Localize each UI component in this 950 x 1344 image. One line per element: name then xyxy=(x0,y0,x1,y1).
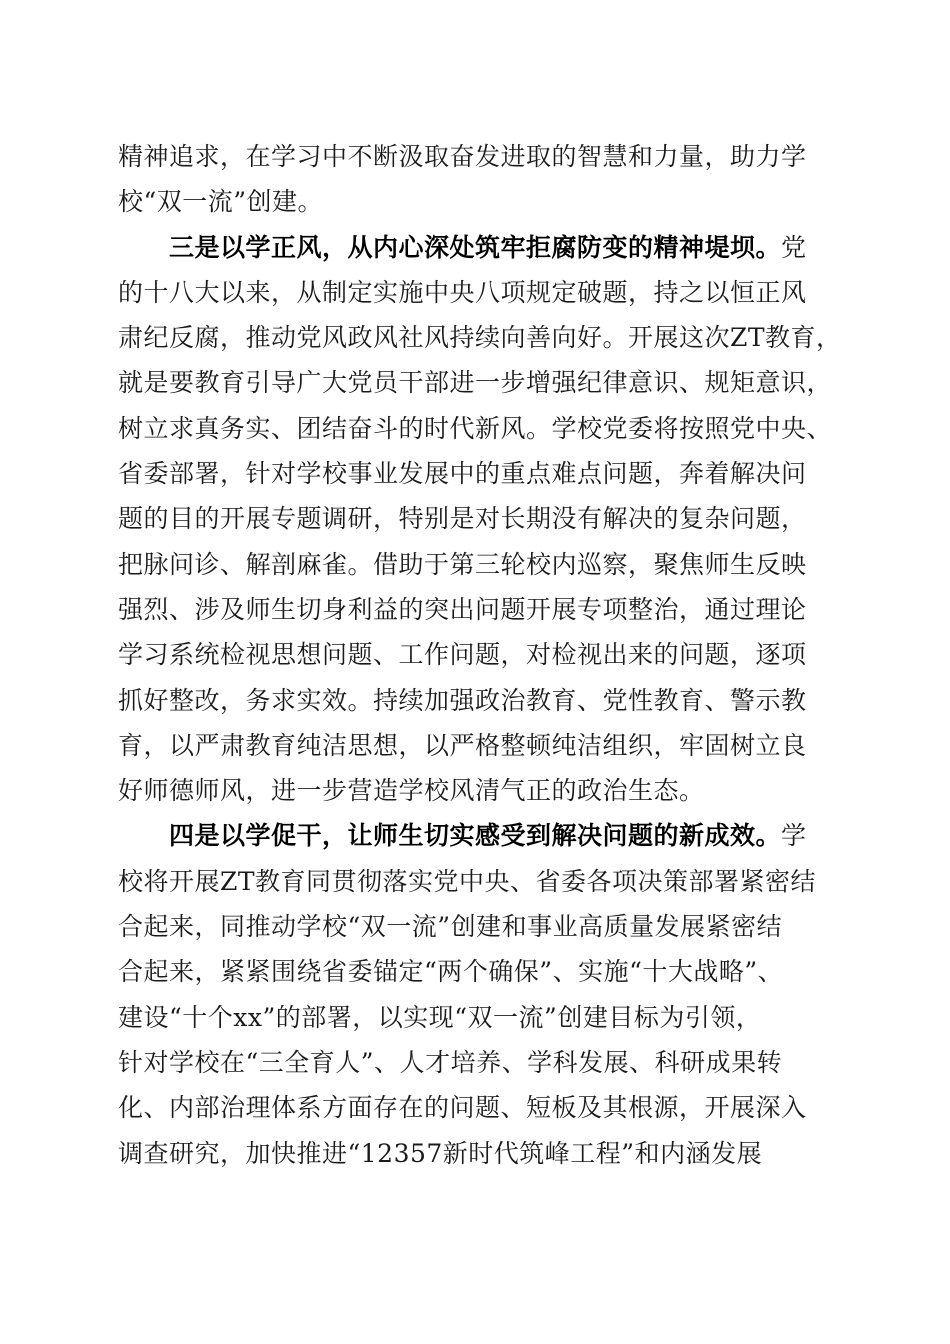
text-line: 肃纪反腐，推动党风政风社风持续向善向好。开展这次ZT教育， xyxy=(118,323,842,353)
text-line: 学习系统检视思想问题、工作问题，对检视出来的问题，逐项 xyxy=(118,640,807,670)
document-body xyxy=(118,134,842,1176)
text-line: 合起来，紧紧围绕省委锚定“两个确保”、实施“十大战略”、 xyxy=(118,957,784,987)
text-line: 好师德师风，进一步营造学校风清气正的政治生态。 xyxy=(118,776,705,806)
text-line: 校将开展ZT教育同贯彻落实党中央、省委各项决策部署紧密结 xyxy=(118,866,817,896)
paragraph-heading: 四是以学促干，让师生切实感受到解决问题的新成效。 xyxy=(169,821,782,851)
text-line: 建设“十个xx”的部署，以实现“双一流”创建目标为引领， xyxy=(118,1002,762,1032)
text-line: 校“双一流”创建。 xyxy=(118,187,324,217)
paragraph-start-line xyxy=(118,225,834,270)
text-line: 育，以严肃教育纯洁思想，以严格整顿纯洁组织，牢固树立良 xyxy=(118,730,807,760)
text-run: 党 xyxy=(781,232,807,262)
text-line: 强烈、涉及师生切身利益的突出问题开展专项整治，通过理论 xyxy=(118,594,807,624)
text-line: 把脉问诊、解剖麻雀。借助于第三轮校内巡察，聚焦师生反映 xyxy=(118,549,807,579)
text-line: 调查研究，加快推进“12357新时代筑峰工程”和内涵发展 xyxy=(118,1138,763,1168)
text-line: 省委部署，针对学校事业发展中的重点难点问题，奔着解决问 xyxy=(118,459,807,489)
text-line: 抓好整改，务求实效。持续加强政治教育、党性教育、警示教 xyxy=(118,685,807,715)
text-line: 树立求真务实、团结奋斗的时代新风。学校党委将按照党中央、 xyxy=(118,413,833,443)
text-line: 合起来，同推动学校“双一流”创建和事业高质量发展紧密结 xyxy=(118,912,783,942)
text-line: 就是要教育引导广大党员干部进一步增强纪律意识、规矩意识， xyxy=(118,368,833,398)
text-line: 的十八大以来，从制定实施中央八项规定破题，持之以恒正风 xyxy=(118,277,807,307)
text-line: 精神追求，在学习中不断汲取奋发进取的智慧和力量，助力学 xyxy=(118,142,807,171)
text-run: 学 xyxy=(781,821,807,851)
text-line: 化、内部治理体系方面存在的问题、短板及其根源，开展深入 xyxy=(118,1093,807,1123)
paragraph-start-line xyxy=(118,813,834,858)
text-line: 题的目的开展专题调研，特别是对长期没有解决的复杂问题， xyxy=(118,504,807,534)
text-line: 针对学校在“三全育人”、人才培养、学科发展、科研成果转 xyxy=(118,1047,783,1077)
paragraph-heading: 三是以学正风，从内心深处筑牢拒腐防变的精神堤坝。 xyxy=(169,232,782,262)
